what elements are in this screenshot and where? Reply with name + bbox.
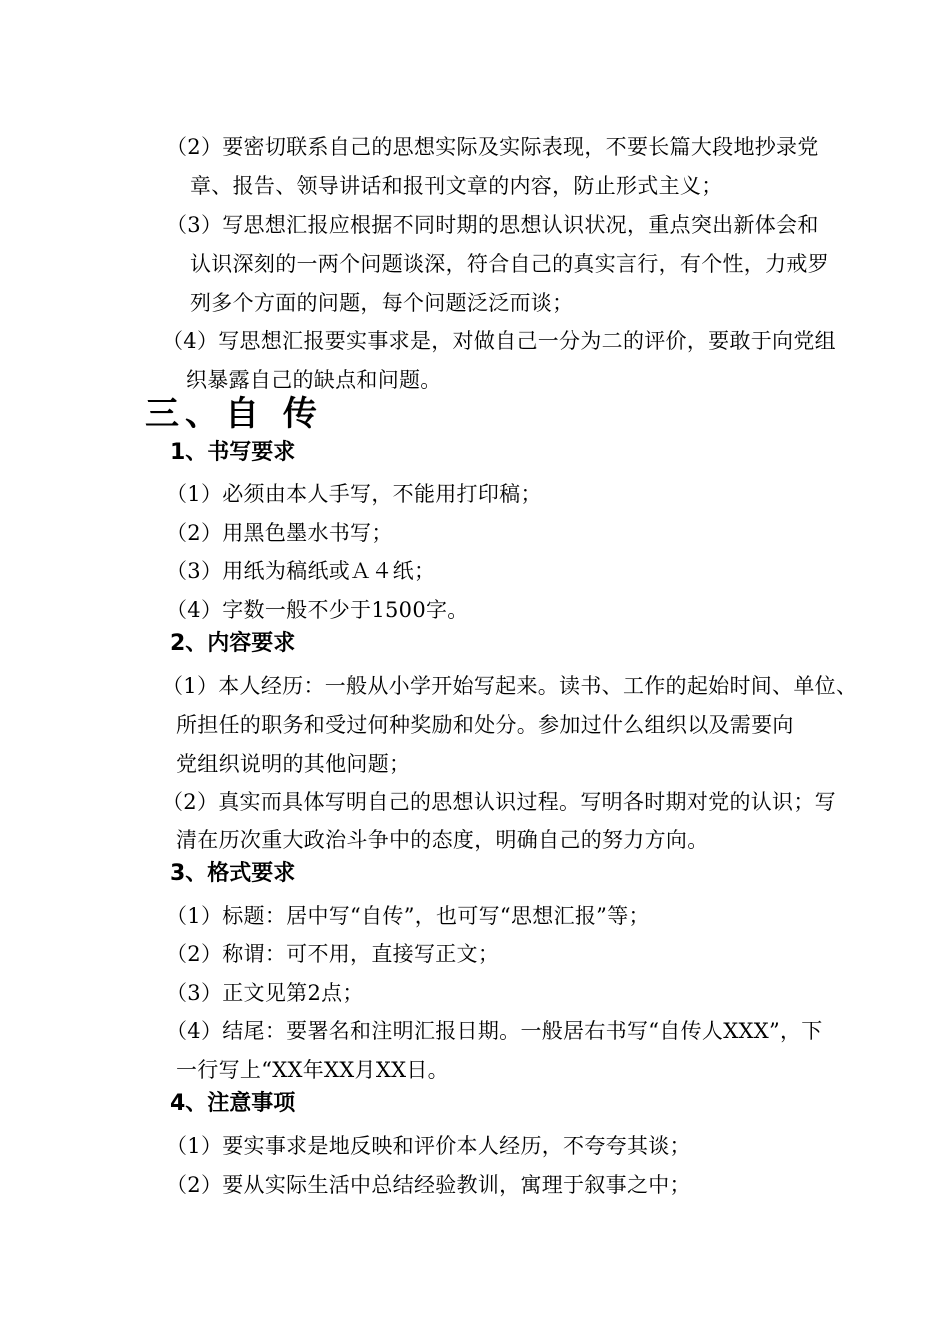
sub3-heading: 3、格式要求 <box>170 861 296 886</box>
sub4-heading: 4、注意事项 <box>170 1091 296 1116</box>
sub1-item-4: （4）字数一般不少于1500字。 <box>166 598 469 622</box>
section-title: 三、自 传 <box>145 394 323 434</box>
sub1-item-3: （3）用纸为稿纸或Ａ４纸； <box>166 559 436 583</box>
sub3-item-4-line-2: 一行写上“XX年XX月XX日。 <box>176 1058 449 1082</box>
intro-item-3-line-3: 列多个方面的问题，每个问题泛泛而谈； <box>190 291 574 315</box>
sub3-item-1: （1）标题：居中写“自传”，也可写“思想汇报”等； <box>166 904 650 928</box>
intro-item-2-line-2: 章、报告、领导讲话和报刊文章的内容，防止形式主义； <box>190 174 723 198</box>
sub2-item-2-line-1: （2）真实而具体写明自己的思想认识过程。写明各时期对党的认识；写 <box>162 790 836 814</box>
sub3-item-4-line-1: （4）结尾：要署名和注明汇报日期。一般居右书写“自传人XXX”，下 <box>166 1019 823 1043</box>
sub1-item-2: （2）用黑色墨水书写； <box>166 521 393 545</box>
intro-item-2-line-1: （2）要密切联系自己的思想实际及实际表现，不要长篇大段地抄录党 <box>166 135 819 159</box>
intro-item-4-line-1: （4）写思想汇报要实事求是，对做自己一分为二的评价，要敢于向党组 <box>162 329 836 353</box>
sub2-item-1-line-1: （1）本人经历：一般从小学开始写起来。读书、工作的起始时间、单位、 <box>162 674 858 698</box>
sub1-item-1: （1）必须由本人手写，不能用打印稿； <box>166 482 542 506</box>
intro-item-4-line-2: 织暴露自己的缺点和问题。 <box>186 368 442 392</box>
intro-item-3-line-1: （3）写思想汇报应根据不同时期的思想认识状况，重点突出新体会和 <box>166 213 819 237</box>
sub3-item-2: （2）称谓：可不用，直接写正文； <box>166 942 500 966</box>
sub4-item-1: （1）要实事求是地反映和评价本人经历，不夸夸其谈； <box>166 1134 691 1158</box>
sub2-item-1-line-2: 所担任的职务和受过何种奖励和处分。参加过什么组织以及需要向 <box>176 713 794 737</box>
sub4-item-2: （2）要从实际生活中总结经验教训，寓理于叙事之中； <box>166 1173 691 1197</box>
sub2-item-1-line-3: 党组织说明的其他问题； <box>176 752 411 776</box>
sub3-item-3: （3）正文见第2点； <box>166 981 364 1005</box>
sub2-heading: 2、内容要求 <box>170 631 296 656</box>
intro-item-3-line-2: 认识深刻的一两个问题谈深，符合自己的真实言行，有个性，力戒罗 <box>190 252 829 276</box>
sub1-heading: 1、书写要求 <box>170 440 296 465</box>
sub2-item-2-line-2: 清在历次重大政治斗争中的态度，明确自己的努力方向。 <box>176 828 709 852</box>
